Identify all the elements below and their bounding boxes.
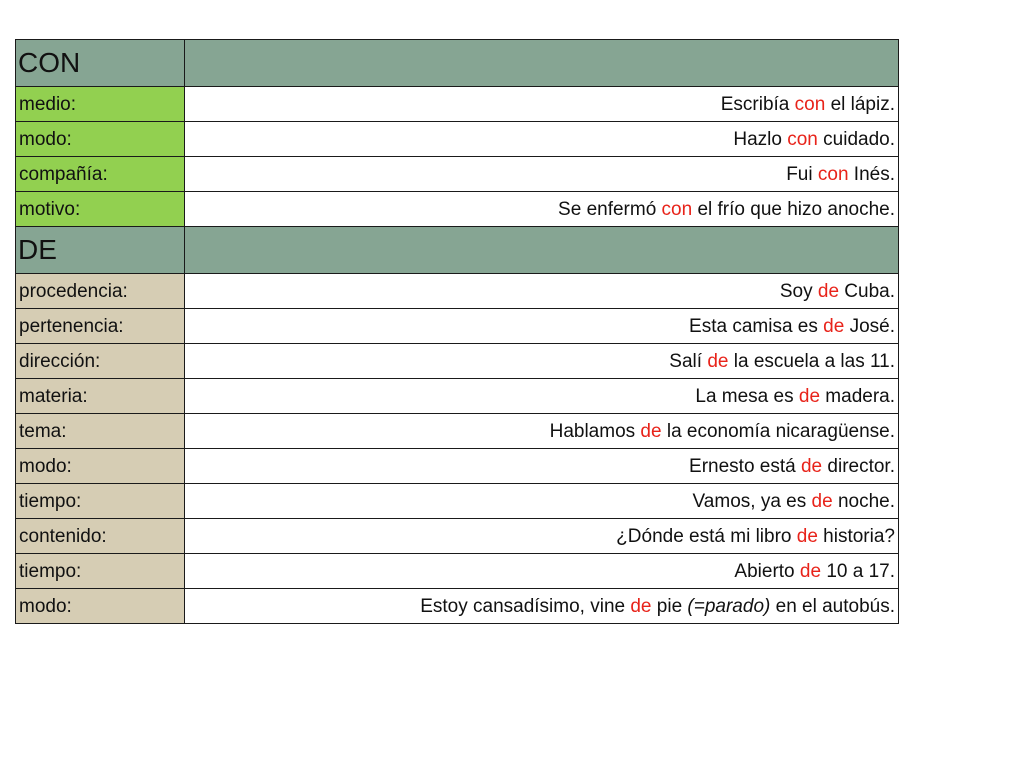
preposition-highlight: con [817, 163, 849, 185]
example-sentence: Hazlo con cuidado. [185, 122, 899, 157]
usage-label: modo: [16, 449, 185, 484]
usage-label: motivo: [16, 192, 185, 227]
usage-label: materia: [16, 379, 185, 414]
example-sentence: Soy de Cuba. [185, 274, 899, 309]
usage-label: dirección: [16, 344, 185, 379]
usage-label: medio: [16, 87, 185, 122]
table-row [16, 309, 899, 344]
table-row [16, 274, 899, 309]
table-row [16, 589, 899, 624]
usage-label: modo: [16, 589, 185, 624]
preposition-highlight: de [800, 455, 823, 477]
example-sentence: Estoy cansadísimo, vine de pie (=parado) en el autobús. [185, 589, 899, 624]
section-header-de [16, 227, 899, 274]
example-sentence: Escribía con el lápiz. [185, 87, 899, 122]
usage-label: contenido: [16, 519, 185, 554]
usage-label: tiempo: [16, 484, 185, 519]
section-title: CON [16, 40, 185, 87]
preposition-highlight: de [817, 280, 840, 302]
table-row [16, 554, 899, 589]
table-row [16, 344, 899, 379]
preposition-highlight: de [798, 385, 821, 407]
table-row [16, 122, 899, 157]
example-sentence: Vamos, ya es de noche. [185, 484, 899, 519]
example-sentence: Se enfermó con el frío que hizo anoche. [185, 192, 899, 227]
section-header-empty-cell [185, 40, 899, 87]
example-sentence: Abierto de 10 a 17. [185, 554, 899, 589]
usage-label: pertenencia: [16, 309, 185, 344]
table-row [16, 449, 899, 484]
preposition-highlight: de [823, 315, 845, 337]
section-header-con [16, 40, 899, 87]
preposition-highlight: con [787, 128, 818, 150]
section-title: DE [16, 227, 185, 274]
example-sentence: ¿Dónde está mi libro de historia? [185, 519, 899, 554]
usage-label: tema: [16, 414, 185, 449]
table-row [16, 87, 899, 122]
preposition-highlight: con [794, 93, 826, 115]
italic-note: (=parado) [687, 595, 771, 617]
preposition-highlight: con [661, 198, 693, 220]
preposition-highlight: de [799, 560, 822, 582]
table-row [16, 414, 899, 449]
preposition-highlight: de [796, 525, 818, 547]
example-sentence: Salí de la escuela a las 11. [185, 344, 899, 379]
usage-label: modo: [16, 122, 185, 157]
example-sentence: Hablamos de la economía nicaragüense. [185, 414, 899, 449]
usage-label: procedencia: [16, 274, 185, 309]
section-header-empty-cell [185, 227, 899, 274]
table-row [16, 379, 899, 414]
example-sentence: Ernesto está de director. [185, 449, 899, 484]
table-row [16, 157, 899, 192]
usage-label: tiempo: [16, 554, 185, 589]
usage-label: compañía: [16, 157, 185, 192]
example-sentence: La mesa es de madera. [185, 379, 899, 414]
preposition-usage-table [15, 39, 899, 624]
preposition-highlight: de [640, 420, 662, 442]
preposition-highlight: de [707, 350, 729, 372]
example-sentence: Esta camisa es de José. [185, 309, 899, 344]
table-row [16, 192, 899, 227]
table-row [16, 519, 899, 554]
preposition-highlight: de [811, 490, 833, 512]
preposition-highlight: de [630, 595, 652, 617]
example-sentence: Fui con Inés. [185, 157, 899, 192]
table-row [16, 484, 899, 519]
